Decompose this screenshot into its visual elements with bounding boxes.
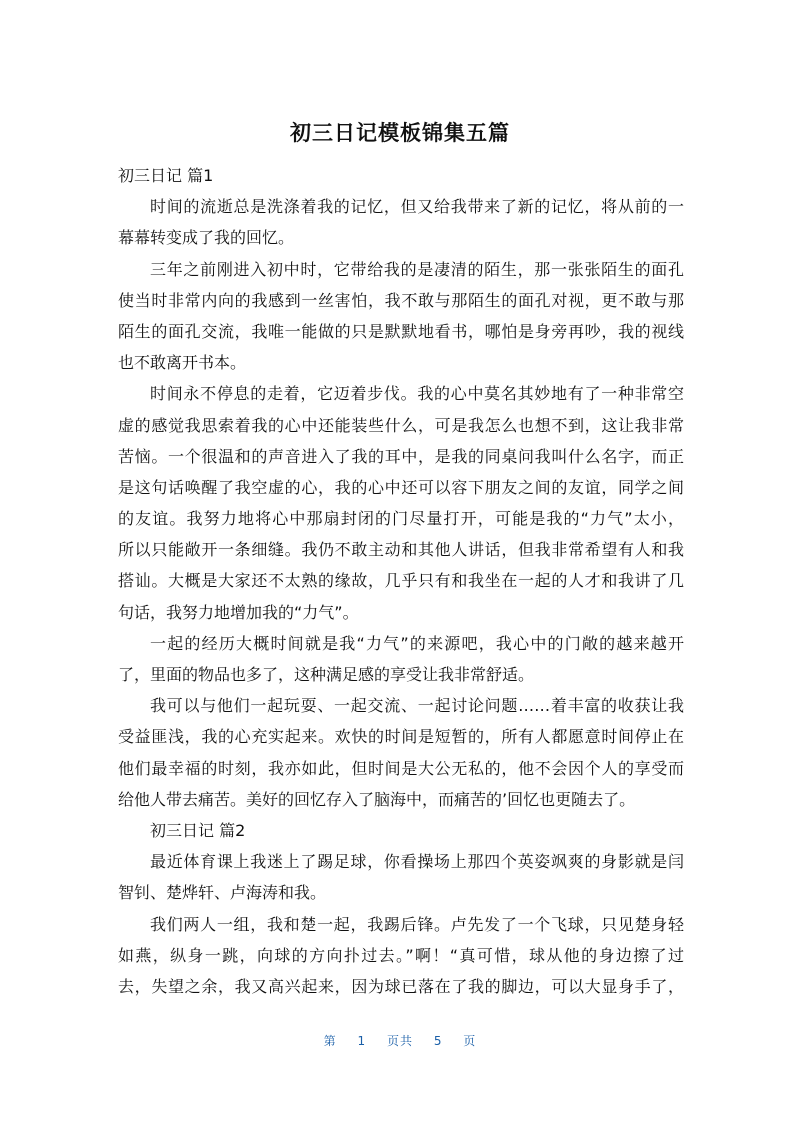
- text-line: 是这句话唤醒了我空虚的心，我的心中还可以容下朋友之间的友谊，同学之间: [118, 477, 684, 497]
- text-line: 句话，我努力地增加我的“力气”。: [118, 602, 359, 622]
- paragraph: [118, 191, 684, 253]
- footer-middle: 页共: [386, 1034, 413, 1048]
- document-body: [118, 160, 684, 1002]
- page-footer: [0, 1032, 800, 1049]
- footer-prefix: 第: [323, 1034, 337, 1048]
- paragraph: [118, 378, 684, 628]
- text-line: 我可以与他们一起玩耍、一起交流、一起讨论问题……着丰富的收获让我: [150, 696, 684, 716]
- text-line: 搭讪。大概是大家还不太熟的缘故，几乎只有和我坐在一起的人才和我讲了几: [118, 571, 684, 591]
- text-line: 他们最幸福的时刻，我亦如此，但时间是大公无私的，他不会因个人的享受而: [118, 758, 684, 778]
- footer-total-pages: 5: [433, 1034, 443, 1048]
- text-line: 的友谊。我努力地将心中那扇封闭的门尽量打开，可能是我的“力气”太小，: [118, 509, 684, 529]
- section: [118, 815, 684, 1002]
- text-line: 也不敢离开书本。: [118, 353, 247, 373]
- footer-suffix: 页: [463, 1034, 477, 1048]
- paragraph: [118, 690, 684, 815]
- text-line: 给他人带去痛苦。美好的回忆存入了脑海中，而痛苦的’回忆也更随去了。: [118, 789, 636, 809]
- section-heading: 初三日记 篇2: [150, 820, 246, 840]
- paragraph: [118, 909, 684, 1003]
- text-line: 一起的经历大概时间就是我“力气”的来源吧，我心中的门敞的越来越开: [150, 633, 684, 653]
- paragraph: [118, 254, 684, 379]
- text-line: 了，里面的物品也多了，这种满足感的享受让我非常舒适。: [118, 665, 535, 684]
- text-line: 虚的感觉我思索着我的心中还能装些什么，可是我怎么也想不到，这让我非常: [118, 415, 684, 435]
- text-line: 智钊、楚烨轩、卢海涛和我。: [118, 883, 327, 903]
- section-heading: 初三日记 篇1: [118, 166, 214, 185]
- text-line: 苦恼。一个很温和的声音进入了我的耳中，是我的同桌问我叫什么名字，而正: [118, 446, 684, 466]
- text-line: 幕幕转变成了我的回忆。: [118, 228, 295, 248]
- text-line: 我们两人一组，我和楚一起，我踢后锋。卢先发了一个飞球，只见楚身轻: [150, 914, 684, 934]
- text-line: 最近体育课上我迷上了踢足球，你看操场上那四个英姿飒爽的身影就是闫: [150, 852, 684, 872]
- paragraph: [118, 846, 684, 908]
- text-line: 时间永不停息的走着，它迈着步伐。我的心中莫名其妙地有了一种非常空: [150, 384, 684, 404]
- text-line: 三年之前刚进入初中时，它带给我的是凄清的陌生，那一张张陌生的面孔: [150, 259, 684, 279]
- text-line: 受益匪浅，我的心充实起来。欢快的时间是短暂的，所有人都愿意时间停止在: [118, 727, 684, 747]
- text-line: 时间的流逝总是洗涤着我的记忆，但又给我带来了新的记忆，将从前的一: [150, 197, 684, 217]
- text-line: 如燕，纵身一跳，向球的方向扑过去。”啊！“真可惜，球从他的身边擦了过: [118, 945, 684, 965]
- paragraph: [118, 628, 684, 690]
- footer-current-page: 1: [357, 1034, 367, 1048]
- text-line: 陌生的面孔交流，我唯一能做的只是默默地看书，哪怕是身旁再吵，我的视线: [118, 321, 684, 341]
- text-line: 去，失望之余，我又高兴起来，因为球已落在了我的脚边，可以大显身手了，: [118, 976, 684, 996]
- text-line: 所以只能敞开一条细缝。我仍不敢主动和其他人讲话，但我非常希望有人和我: [118, 540, 684, 560]
- document-title: 初三日记模板锦集五篇: [290, 121, 510, 145]
- text-line: 使当时非常内向的我感到一丝害怕，我不敢与那陌生的面孔对视，更不敢与那: [118, 290, 684, 310]
- section: [118, 160, 684, 815]
